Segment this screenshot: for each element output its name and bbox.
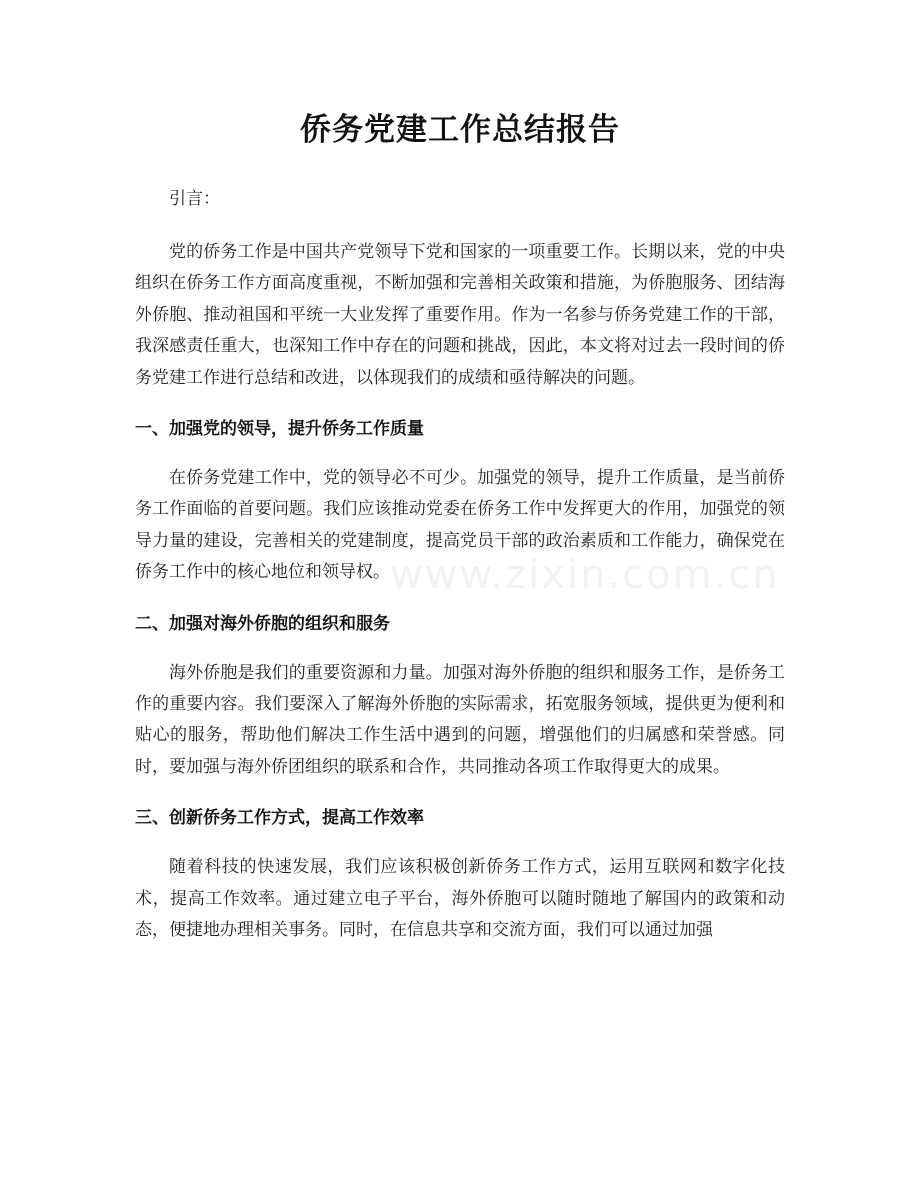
section-heading-2: 二、加强对海外侨胞的组织和服务 [135, 613, 390, 634]
intro-paragraph: 党的侨务工作是中国共产党领导下党和国家的一项重要工作。长期以来，党的中央组织在侨务工作方面高度重视，不断加强和完善相关政策和措施，为侨胞服务、团结海外侨胞、推动祖国和平统一大业发挥了重要作用。作为一名参与侨务党建工作的干部，我深感责任重大，也深知工作中存在的问题和挑战，因此，本文将对过去一段时间的侨务党建工作进行总结和改进，以体现我们的成绩和亟待解决的问题。 [135, 242, 785, 388]
section-paragraph-2: 海外侨胞是我们的重要资源和力量。加强对海外侨胞的组织和服务工作，是侨务工作的重要内容。我们要深入了解海外侨胞的实际需求，拓宽服务领域，提供更为便利和贴心的服务，帮助他们解决工作生活中遇到的问题，增强他们的归属感和荣誉感。同时，要加强与海外侨团组织的联系和合作，共同推动各项工作取得更大的成果。 [135, 662, 785, 777]
intro-label: 引言： [169, 189, 220, 209]
section-heading-3: 三、创新侨务工作方式，提高工作效率 [135, 808, 424, 829]
watermark: www.zixin.com.cn [390, 552, 780, 598]
document-title: 侨务党建工作总结报告 [300, 112, 620, 148]
section-paragraph-3: 随着科技的快速发展，我们应该积极创新侨务工作方式，运用互联网和数字化技术，提高工作效率。通过建立电子平台，海外侨胞可以随时随地了解国内的政策和动态，便捷地办理相关事务。同时，在信息共享和交流方面，我们可以通过加强 [135, 857, 785, 941]
document-body [135, 184, 785, 947]
section-paragraph-1: 在侨务党建工作中，党的领导必不可少。加强党的领导，提升工作质量，是当前侨务工作面临的首要问题。我们应该推动党委在侨务工作中发挥更大的作用，加强党的领导力量的建设，完善相关的党建制度，提高党员干部的政治素质和工作能力，确保党在侨务工作中的核心地位和领导权。 [135, 468, 785, 583]
section-heading-1: 一、加强党的领导，提升侨务工作质量 [135, 419, 424, 440]
